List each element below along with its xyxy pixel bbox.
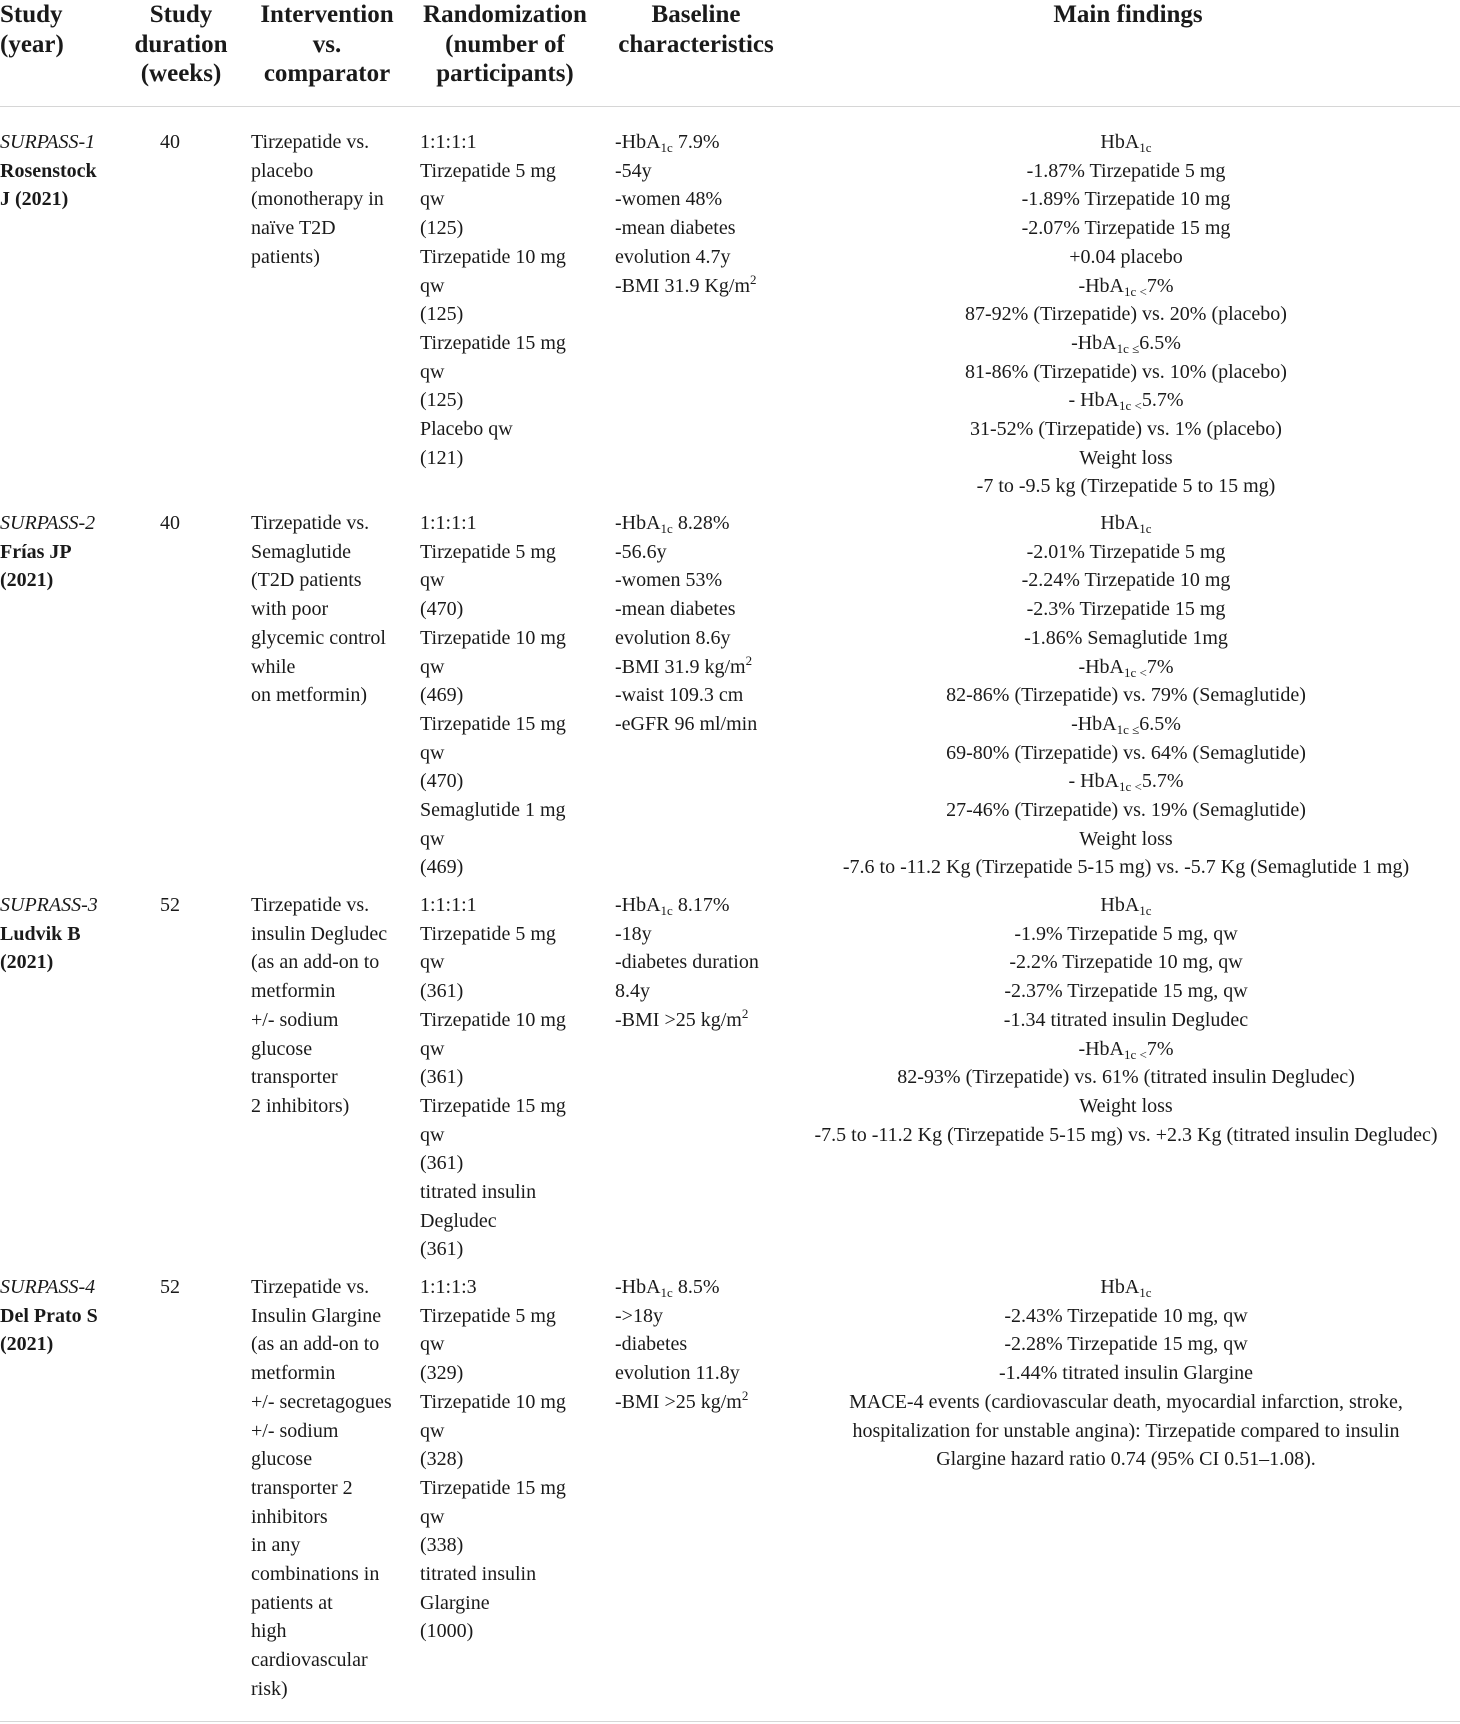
randomization-line: (338) — [420, 1534, 464, 1557]
findings-line: HbA$_{1c}$ — [1100, 1276, 1152, 1300]
findings-line: 82-86% (Tirzepatide) vs. 79% (Semaglutide) — [946, 684, 1306, 707]
baseline-line: -18y — [615, 922, 652, 945]
intervention-line: (T2D patients — [251, 569, 362, 592]
subscript: 1c < — [1124, 1046, 1147, 1062]
baseline-line: -women 48% — [615, 188, 723, 211]
randomization-cell — [420, 509, 566, 882]
findings-line: Weight loss — [1079, 1094, 1173, 1117]
randomization-line: qw — [420, 1419, 445, 1442]
findings-cell — [788, 128, 1460, 501]
subscript: 1c — [1139, 903, 1152, 918]
intervention-line: Tirzepatide vs. — [251, 131, 370, 153]
intervention-line: while — [251, 655, 296, 678]
randomization-line: qw — [420, 1123, 445, 1146]
findings-line: 27-46% (Tirzepatide) vs. 19% (Semaglutide) — [946, 799, 1306, 822]
randomization-line: (361) — [420, 1152, 464, 1175]
duration-value: 40 — [160, 131, 180, 153]
randomization-line: (125) — [420, 217, 464, 240]
randomization-line: (125) — [420, 303, 464, 326]
header-duration — [132, 0, 230, 89]
intervention-line: (as an add-on to — [251, 951, 380, 974]
findings-line: HbA$_{1c}$ — [1100, 894, 1152, 918]
randomization-line: qw — [420, 274, 445, 297]
intervention-cell — [251, 128, 384, 272]
randomization-line: Tirzepatide 10 mg — [420, 626, 566, 649]
baseline-line: -mean diabetes — [615, 217, 736, 240]
header-baseline-line: Baseline — [651, 1, 741, 28]
baseline-line: -BMI >25 $kg/m^2$ — [615, 1387, 749, 1413]
findings-line: 82-93% (Tirzepatide) vs. 61% (titrated insulin Degludec) — [897, 1066, 1355, 1089]
findings-line: -2.07% Tirzepatide 15 mg — [1021, 217, 1231, 240]
randomization-line: Tirzepatide 5 mg — [420, 159, 556, 182]
intervention-line: glucose — [251, 1448, 313, 1471]
randomization-line: (125) — [420, 389, 464, 412]
randomization-cell — [420, 1273, 566, 1646]
randomization-line: (470) — [420, 770, 464, 793]
header-divider — [0, 106, 1460, 107]
randomization-line: Tirzepatide 10 mg — [420, 245, 566, 268]
findings-line: -7 to -9.5 kg (Tirzepatide 5 to 15 mg) — [976, 475, 1276, 498]
baseline-cell — [615, 1273, 748, 1417]
randomization-line: (361) — [420, 980, 464, 1003]
subscript: 1c — [660, 903, 673, 918]
randomization-line: 1:1:1:3 — [420, 1276, 477, 1298]
baseline-line: -BMI 31.9 $kg/m^2$ — [615, 652, 753, 678]
baseline-line: -HbA$_{1c}$ 7.9% — [615, 131, 720, 155]
study-cell — [0, 891, 98, 977]
study-name: SURPASS-1 — [0, 131, 96, 153]
header-randomization — [414, 0, 596, 89]
duration-cell — [160, 509, 180, 538]
findings-line: +0.04 placebo — [1069, 245, 1183, 268]
baseline-line: -HbA$_{1c}$ 8.5% — [615, 1276, 720, 1300]
findings-cell — [788, 891, 1460, 1149]
randomization-line: Tirzepatide 15 mg — [420, 712, 566, 735]
intervention-line: Semaglutide — [251, 540, 351, 563]
findings-line: -HbA$_{1c \le}$6.5% — [1071, 331, 1181, 356]
findings-line: -1.34 titrated insulin Degludec — [1003, 1008, 1249, 1031]
intervention-line: glucose — [251, 1037, 313, 1060]
intervention-line: (monotherapy in — [251, 188, 384, 211]
randomization-line: Tirzepatide 5 mg — [420, 1304, 556, 1327]
baseline-line: -HbA$_{1c}$ 8.17% — [615, 894, 730, 918]
baseline-cell — [615, 891, 759, 1035]
header-study — [0, 0, 64, 59]
randomization-line: Tirzepatide 10 mg — [420, 1390, 566, 1413]
subscript: 1c — [660, 140, 673, 155]
intervention-line: Tirzepatide vs. — [251, 1276, 370, 1298]
subscript: 1c — [1139, 140, 1152, 155]
randomization-line: qw — [420, 1505, 445, 1528]
subscript: 1c < — [1124, 283, 1147, 299]
intervention-line: inhibitors — [251, 1505, 328, 1528]
duration-cell — [160, 891, 180, 920]
findings-line: -HbA$_{1c \le}$6.5% — [1071, 712, 1181, 737]
header-randomization-line: participants) — [436, 60, 574, 87]
baseline-line: evolution 11.8y — [615, 1362, 740, 1385]
intervention-line: patients at — [251, 1591, 333, 1614]
intervention-line: risk) — [251, 1677, 288, 1700]
randomization-line: titrated insulin — [420, 1181, 537, 1204]
findings-line: - HbA$_{1c <}$5.7% — [1068, 389, 1184, 414]
findings-line: -2.3% Tirzepatide 15 mg — [1026, 598, 1226, 621]
randomization-line: (469) — [420, 856, 464, 879]
study-author: J (2021) — [0, 188, 69, 211]
randomization-line: qw — [420, 951, 445, 974]
randomization-cell — [420, 128, 566, 472]
randomization-line: titrated insulin — [420, 1563, 537, 1586]
baseline-line: 8.4y — [615, 980, 650, 1003]
table-bottom-rule — [0, 1721, 1460, 1722]
intervention-line: insulin Degludec — [251, 922, 388, 945]
randomization-cell — [420, 891, 566, 1264]
findings-line: -1.89% Tirzepatide 10 mg — [1021, 188, 1231, 211]
study-author: Rosenstock — [0, 159, 97, 182]
header-randomization-line: (number of — [445, 30, 565, 58]
findings-line: Weight loss — [1079, 827, 1173, 850]
randomization-line: qw — [420, 655, 445, 678]
study-cell — [0, 509, 95, 595]
randomization-line: qw — [420, 1037, 445, 1060]
findings-line: Weight loss — [1079, 446, 1173, 469]
findings-line: -2.43% Tirzepatide 10 mg, qw — [1004, 1304, 1248, 1327]
findings-cell — [788, 1273, 1460, 1474]
randomization-line: qw — [420, 188, 445, 211]
study-cell — [0, 1273, 98, 1359]
randomization-line: qw — [420, 360, 445, 383]
randomization-line: 1:1:1:1 — [420, 894, 477, 916]
header-study-line: Study — [0, 1, 63, 28]
findings-line: -2.24% Tirzepatide 10 mg — [1021, 569, 1231, 592]
findings-line: -2.28% Tirzepatide 15 mg, qw — [1004, 1333, 1248, 1356]
header-intervention-line: comparator — [263, 60, 391, 87]
study-name: SURPASS-4 — [0, 1276, 96, 1298]
findings-line: 69-80% (Tirzepatide) vs. 64% (Semaglutide) — [946, 741, 1306, 764]
baseline-line: -mean diabetes — [615, 598, 736, 621]
subscript: 1c ≤ — [1116, 721, 1140, 737]
findings-line: -2.2% Tirzepatide 10 mg, qw — [1009, 951, 1243, 974]
duration-value: 52 — [160, 894, 180, 916]
intervention-cell — [251, 509, 386, 710]
header-study-line: (year) — [0, 30, 64, 58]
randomization-line: qw — [420, 1333, 445, 1356]
randomization-line: Semaglutide 1 mg — [420, 799, 566, 822]
intervention-line: +/- sodium — [251, 1419, 339, 1442]
randomization-line: Tirzepatide 10 mg — [420, 1008, 566, 1031]
findings-line: HbA$_{1c}$ — [1100, 512, 1152, 536]
randomization-line: Tirzepatide 5 mg — [420, 922, 556, 945]
randomization-line: Tirzepatide 15 mg — [420, 1094, 566, 1117]
findings-line: - HbA$_{1c <}$5.7% — [1068, 770, 1184, 795]
baseline-line: -HbA$_{1c}$ 8.28% — [615, 512, 730, 536]
study-cell — [0, 128, 97, 214]
randomization-line: 1:1:1:1 — [420, 131, 477, 153]
intervention-line: Tirzepatide vs. — [251, 512, 370, 534]
findings-line: -HbA$_{1c <}$7% — [1078, 655, 1174, 680]
findings-line: -HbA$_{1c <}$7% — [1078, 274, 1174, 299]
subscript: 1c — [1139, 521, 1152, 536]
superscript: 2 — [745, 652, 753, 668]
intervention-line: patients) — [251, 245, 320, 268]
intervention-line: glycemic control — [251, 626, 386, 649]
intervention-line: transporter 2 — [251, 1476, 353, 1499]
baseline-cell — [615, 509, 757, 739]
duration-cell — [160, 128, 180, 157]
study-author: (2021) — [0, 1333, 54, 1356]
superscript: 2 — [750, 271, 757, 287]
subscript: 1c < — [1119, 779, 1142, 795]
study-author: Del Prato S — [0, 1304, 98, 1327]
randomization-line: (328) — [420, 1448, 464, 1471]
baseline-line: -waist 109.3 cm — [615, 684, 744, 707]
intervention-line: metformin — [251, 1362, 336, 1385]
intervention-line: transporter — [251, 1066, 338, 1089]
subscript: 1c < — [1119, 398, 1142, 414]
randomization-line: qw — [420, 741, 445, 764]
findings-line: -HbA$_{1c <}$7% — [1078, 1037, 1174, 1062]
study-author: (2021) — [0, 569, 54, 592]
randomization-line: (469) — [420, 684, 464, 707]
baseline-line: -BMI 31.9 $Kg/m^2$ — [615, 271, 757, 297]
findings-line: -1.9% Tirzepatide 5 mg, qw — [1014, 922, 1238, 945]
intervention-line: cardiovascular — [251, 1649, 368, 1672]
findings-line: -2.01% Tirzepatide 5 mg — [1026, 540, 1226, 563]
duration-value: 40 — [160, 512, 180, 534]
intervention-cell — [251, 891, 387, 1121]
intervention-line: on metformin) — [251, 684, 368, 707]
baseline-line: -women 53% — [615, 569, 723, 592]
header-duration-line: Study — [149, 1, 213, 28]
baseline-cell — [615, 128, 757, 300]
header-findings — [790, 0, 1460, 30]
duration-cell — [160, 1273, 180, 1302]
intervention-line: Tirzepatide vs. — [251, 894, 370, 916]
findings-line: hospitalization for unstable angina): Tirzepatide compared to insulin — [852, 1419, 1400, 1442]
baseline-line: -diabetes — [615, 1333, 688, 1356]
intervention-line: (as an add-on to — [251, 1333, 380, 1356]
findings-line: -1.87% Tirzepatide 5 mg — [1026, 159, 1226, 182]
intervention-line: +/- secretagogues — [251, 1390, 392, 1413]
superscript: 2 — [741, 1005, 749, 1021]
randomization-line: 1:1:1:1 — [420, 512, 477, 534]
subscript: 1c — [660, 1285, 673, 1300]
baseline-line: -54y — [615, 159, 652, 182]
study-author: Frías JP — [0, 540, 72, 563]
intervention-line: combinations in — [251, 1563, 380, 1586]
baseline-line: -56.6y — [615, 540, 667, 563]
header-randomization-line: Randomization — [423, 1, 587, 28]
header-findings-line: Main findings — [1053, 1, 1203, 28]
intervention-line: in any — [251, 1534, 301, 1557]
findings-line: -1.44% titrated insulin Glargine — [998, 1362, 1254, 1385]
intervention-line: 2 inhibitors) — [251, 1094, 350, 1117]
findings-line: 87-92% (Tirzepatide) vs. 20% (placebo) — [965, 303, 1287, 326]
randomization-line: (361) — [420, 1238, 464, 1261]
study-name: SURPASS-2 — [0, 512, 96, 534]
header-baseline — [612, 0, 780, 59]
randomization-line: Tirzepatide 15 mg — [420, 1476, 566, 1499]
baseline-line: ->18y — [615, 1304, 663, 1327]
findings-line: 81-86% (Tirzepatide) vs. 10% (placebo) — [965, 360, 1287, 383]
findings-line: HbA$_{1c}$ — [1100, 131, 1152, 155]
study-name: SUPRASS-3 — [0, 894, 98, 916]
duration-value: 52 — [160, 1276, 180, 1298]
header-intervention-line: vs. — [312, 30, 342, 58]
findings-line: -2.37% Tirzepatide 15 mg, qw — [1004, 980, 1248, 1003]
randomization-line: Placebo qw — [420, 418, 513, 441]
subscript: 1c — [1139, 1285, 1152, 1300]
randomization-line: qw — [420, 569, 445, 592]
superscript: 2 — [741, 1387, 749, 1403]
randomization-line: (121) — [420, 446, 464, 469]
findings-line: Glargine hazard ratio 0.74 (95% CI 0.51–1.08). — [936, 1448, 1316, 1471]
randomization-line: Glargine — [420, 1591, 490, 1614]
randomization-line: (1000) — [420, 1620, 474, 1643]
study-author: Ludvik B — [0, 922, 81, 945]
randomization-line: Tirzepatide 15 mg — [420, 331, 566, 354]
findings-line: -7.6 to -11.2 Kg (Tirzepatide 5-15 mg) vs. -5.7 Kg (Semaglutide 1 mg) — [842, 856, 1410, 879]
study-author: (2021) — [0, 951, 54, 974]
intervention-line: naïve T2D — [251, 217, 336, 240]
randomization-line: (361) — [420, 1066, 464, 1089]
findings-line: 31-52% (Tirzepatide) vs. 1% (placebo) — [970, 418, 1282, 441]
intervention-line: high — [251, 1620, 287, 1643]
baseline-line: evolution 8.6y — [615, 626, 731, 649]
intervention-cell — [251, 1273, 392, 1704]
intervention-line: +/- sodium — [251, 1008, 339, 1031]
findings-cell — [788, 509, 1460, 882]
header-intervention-line: Intervention — [260, 1, 394, 28]
baseline-line: -eGFR 96 ml/min — [615, 712, 758, 735]
findings-line: -7.5 to -11.2 Kg (Tirzepatide 5-15 mg) vs. +2.3 Kg (titrated insulin Degludec) — [814, 1123, 1438, 1146]
intervention-line: with poor — [251, 598, 329, 621]
randomization-line: Tirzepatide 5 mg — [420, 540, 556, 563]
header-duration-line: (weeks) — [140, 60, 222, 87]
baseline-line: -diabetes duration — [615, 951, 759, 974]
header-duration-line: duration — [134, 30, 228, 58]
findings-line: MACE-4 events (cardiovascular death, myocardial infarction, stroke, — [849, 1390, 1403, 1413]
intervention-line: metformin — [251, 980, 336, 1003]
subscript: 1c < — [1124, 664, 1147, 680]
subscript: 1c ≤ — [1116, 340, 1140, 356]
findings-line: -1.86% Semaglutide 1mg — [1024, 626, 1228, 649]
randomization-line: Degludec — [420, 1209, 497, 1232]
header-intervention — [253, 0, 401, 89]
randomization-line: (329) — [420, 1362, 464, 1385]
baseline-line: -BMI >25 $kg/m^2$ — [615, 1005, 749, 1031]
intervention-line: Insulin Glargine — [251, 1304, 382, 1327]
baseline-line: evolution 4.7y — [615, 245, 731, 268]
intervention-line: placebo — [251, 159, 314, 182]
subscript: 1c — [660, 521, 673, 536]
randomization-line: qw — [420, 827, 445, 850]
header-baseline-line: characteristics — [618, 30, 774, 58]
randomization-line: (470) — [420, 598, 464, 621]
